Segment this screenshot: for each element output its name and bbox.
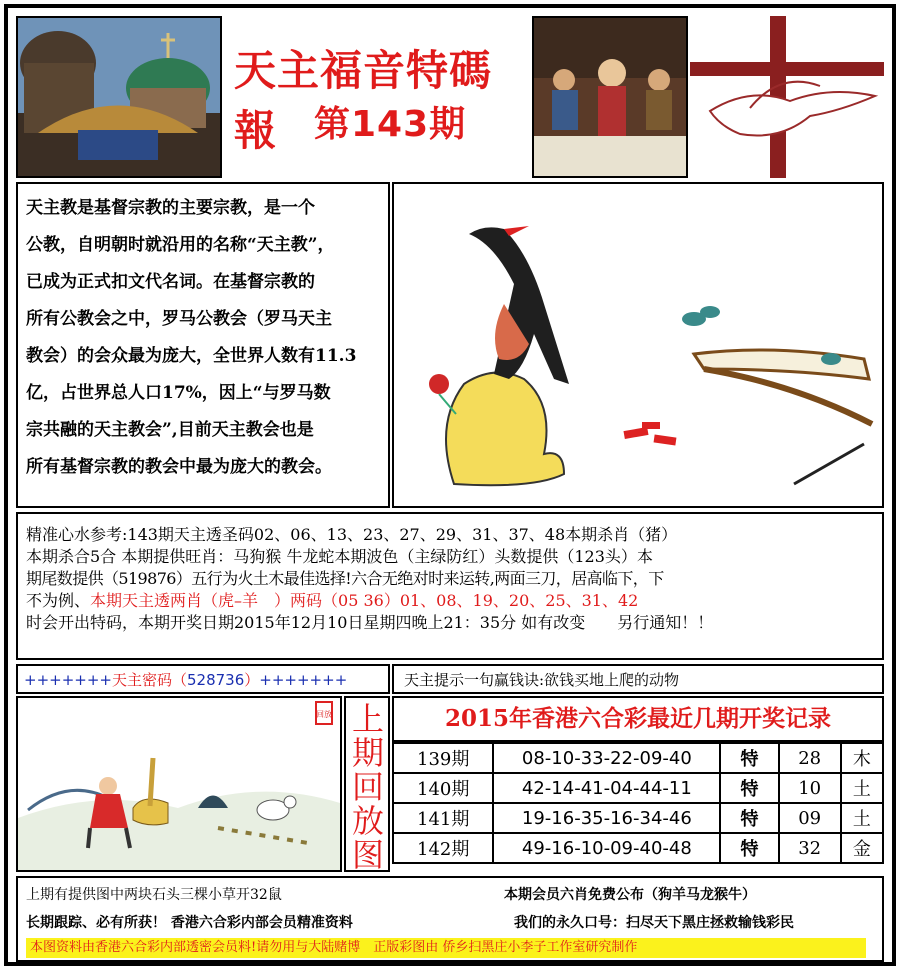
te-cell: 特 bbox=[720, 833, 778, 863]
numbers-cell: 49-16-10-09-40-48 bbox=[493, 833, 720, 863]
footer-banner bbox=[26, 938, 866, 958]
records-table bbox=[392, 742, 884, 864]
element-cell: 土 bbox=[841, 803, 883, 833]
hint-box bbox=[392, 664, 884, 694]
te-cell: 特 bbox=[720, 773, 778, 803]
intro-line: 亿，占世界总人口17%，因上“与罗马数 bbox=[26, 383, 331, 403]
secret-code-box bbox=[16, 664, 390, 694]
footer-left-1: 上期有提供图中两块石头三棵小草开32鼠 bbox=[26, 887, 282, 903]
vertical-char: 回 bbox=[351, 768, 384, 806]
records-title-box bbox=[392, 696, 884, 742]
replay-stamp: 回放 bbox=[316, 710, 332, 719]
intro-line: 公教，自明朝时就沿用的名称“天主教”， bbox=[26, 235, 335, 255]
church-photo bbox=[16, 16, 222, 178]
farmer-rabbit-illustration bbox=[18, 698, 340, 870]
reference-line: 时会开出特码，本期开奖日期2015年12月10日星期四晚上21：35分 如有改变 另行通知！！ bbox=[26, 613, 714, 632]
element-cell: 金 bbox=[841, 833, 883, 863]
reference-line-4 bbox=[26, 590, 874, 612]
replay-image-box bbox=[16, 696, 342, 872]
special-cell: 28 bbox=[779, 743, 841, 773]
footer-right-1: 本期会员六肖免费公布（狗羊马龙猴牛） bbox=[504, 887, 756, 903]
reference-line: 本期杀合5合 本期提供旺肖：马狗猴 牛龙蛇本期波色（主绿防红）头数提供（123头）本 bbox=[26, 547, 653, 566]
te-cell: 特 bbox=[720, 803, 778, 833]
vertical-char: 图 bbox=[351, 836, 384, 874]
reference-highlight: 本期天主透两肖（虎–羊 ）两码（05 36）01、08、19、20、25、31、42 bbox=[90, 591, 639, 610]
special-cell: 10 bbox=[779, 773, 841, 803]
footer-banner-text: 本图资料由香港六合彩内部透密会员料!请勿用与大陆赌博 正版彩图由 侨乡扫黑庄小李子工作室研究制作 bbox=[30, 940, 638, 955]
secret-prefix: +++++++ bbox=[24, 671, 112, 689]
intro-line: 教会）的会众最为庞大，全世界人数有11.3 bbox=[26, 346, 357, 366]
secret-suffix: +++++++ bbox=[259, 671, 348, 689]
element-cell: 木 bbox=[841, 743, 883, 773]
table-row bbox=[393, 833, 883, 863]
period-cell: 141期 bbox=[393, 803, 493, 833]
reference-line-black: 不为例、 bbox=[26, 591, 91, 610]
bird-on-rock-illustration bbox=[394, 184, 882, 506]
special-cell: 09 bbox=[779, 803, 841, 833]
intro-line: 天主教是基督宗教的主要宗教，是一个 bbox=[26, 198, 315, 218]
header-title-box bbox=[224, 16, 530, 178]
page-title: 天主福音特碼報 bbox=[234, 46, 493, 155]
period-cell: 142期 bbox=[393, 833, 493, 863]
footer-box bbox=[16, 876, 884, 962]
intro-line: 所有基督宗教的教会中最为庞大的教会。 bbox=[26, 457, 332, 477]
numbers-cell: 42-14-41-04-44-11 bbox=[493, 773, 720, 803]
last-supper-painting bbox=[532, 16, 688, 178]
footer-right-2: 我们的永久口号：扫尽天下黑庄拯救输钱彩民 bbox=[514, 915, 794, 931]
reference-box bbox=[16, 512, 884, 660]
secret-label: 天主密码（ bbox=[111, 671, 187, 689]
te-cell: 特 bbox=[720, 743, 778, 773]
records-title: 2015年香港六合彩最近几期开奖记录 bbox=[444, 705, 831, 732]
secret-close: ） bbox=[244, 671, 260, 689]
numbers-cell: 19-16-35-16-34-46 bbox=[493, 803, 720, 833]
cross-dove-image bbox=[690, 16, 884, 178]
table-row bbox=[393, 773, 883, 803]
replay-vertical-label bbox=[344, 696, 390, 872]
table-row bbox=[393, 743, 883, 773]
bird-illustration-box bbox=[392, 182, 884, 508]
intro-text-box bbox=[16, 182, 390, 508]
vertical-char: 期 bbox=[351, 734, 384, 772]
special-cell: 32 bbox=[779, 833, 841, 863]
table-row bbox=[393, 803, 883, 833]
reference-line: 期尾数提供（519876）五行为火土木最佳选择!六合无绝对时来运转,两面三刀，居高临下，下 bbox=[26, 569, 664, 588]
footer-left-2: 长期跟踪、必有所获！ 香港六合彩内部会员精准资料 bbox=[26, 915, 353, 931]
vertical-char: 放 bbox=[351, 802, 384, 840]
element-cell: 土 bbox=[841, 773, 883, 803]
intro-line: 宗共融的天主教会”,目前天主教会也是 bbox=[26, 420, 314, 440]
intro-line: 已成为正式扣文代名词。在基督宗教的 bbox=[26, 272, 315, 292]
numbers-cell: 08-10-33-22-09-40 bbox=[493, 743, 720, 773]
period-cell: 139期 bbox=[393, 743, 493, 773]
intro-line: 所有公教会之中，罗马公教会（罗马天主 bbox=[26, 309, 332, 329]
secret-code: 528736 bbox=[187, 671, 245, 689]
vertical-char: 上 bbox=[351, 700, 384, 738]
period-cell: 140期 bbox=[393, 773, 493, 803]
reference-line: 精准心水参考:143期天主透圣码02、06、13、23、27、29、31、37、48本期杀肖（猪） bbox=[26, 525, 678, 544]
issue-number: 第143期 bbox=[314, 104, 467, 145]
hint-text: 天主提示一句赢钱诀:欲钱买地上爬的动物 bbox=[404, 671, 680, 689]
